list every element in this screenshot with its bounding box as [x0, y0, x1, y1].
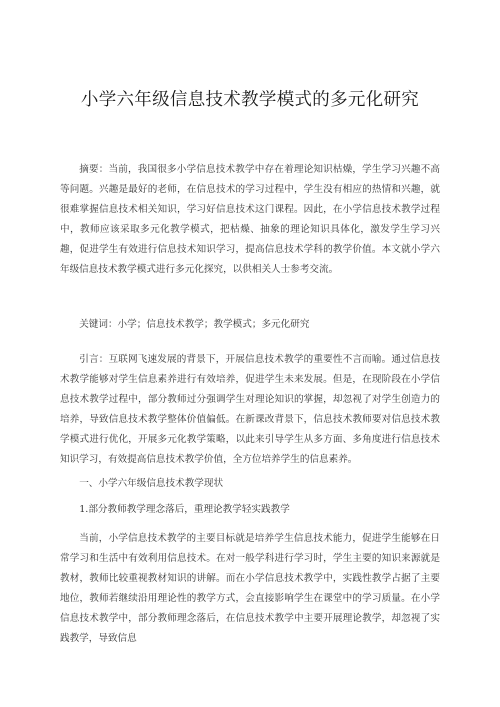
document-title: 小学六年级信息技术教学模式的多元化研究 — [80, 90, 420, 110]
subsection-heading: 1.部分教师教学理念落后，重理论教学轻实践教学 — [79, 504, 290, 515]
body-paragraph: 当前，小学信息技术教学的主要目标就是培养学生信息技术能力，促进学生能够在日常学习和生活中有效利用信息技术。在对一般学科进行学习时，学生主要的知识来源就是教材，教师比较重视教材知识的讲解。而在小学信息技术教学中，实践性教学占据了主要地位，教师若继续沿用理论性的教学方式，会直接影响学生在课堂中的学习质量。在小学信息技术教学中，部分教师理念落后，在信息技术教学中主要开展理论教学，却忽视了实践教学，导致信息 — [60, 533, 440, 644]
intro-paragraph: 引言：互联网飞速发展的背景下，开展信息技术教学的重要性不言而喻。通过信息技术教学能够对学生信息素养进行有效培养，促进学生未来发展。但是，在现阶段在小学信息技术教学过程中，部分教师过分强调学生对理论知识的掌握，却忽视了对学生创造力的培养，导致信息技术教学整体价值偏低。在新课改背景下，信息技术教师要对信息技术教学模式进行优化，开展多元化教学策略，以此来引导学生从多方面、多角度进行信息技术知识学习，有效提高信息技术教学价值，全方位培养学生的信息素养。 — [60, 354, 440, 465]
abstract-paragraph: 摘要：当前，我国很多小学信息技术教学中存在着理论知识枯燥，学生学习兴趣不高等问题。兴趣是最好的老师，在信息技术的学习过程中，学生没有相应的热情和兴趣，就很难掌握信息技术相关知识，学习好信息技术这门课程。因此，在小学信息技术教学过程中，教师应该采取多元化教学模式，把枯燥、抽象的理论知识具体化，激发学生学习兴趣，促进学生有效进行信息技术知识学习，提高信息技术学科的教学价值。本文就小学六年级信息技术教学模式进行多元化探究，以供相关人士参考交流。 — [60, 164, 440, 275]
keywords-line: 关键词：小学；信息技术教学；教学模式；多元化研究 — [79, 319, 310, 330]
section-heading: 一、小学六年级信息技术教学现状 — [79, 478, 224, 489]
